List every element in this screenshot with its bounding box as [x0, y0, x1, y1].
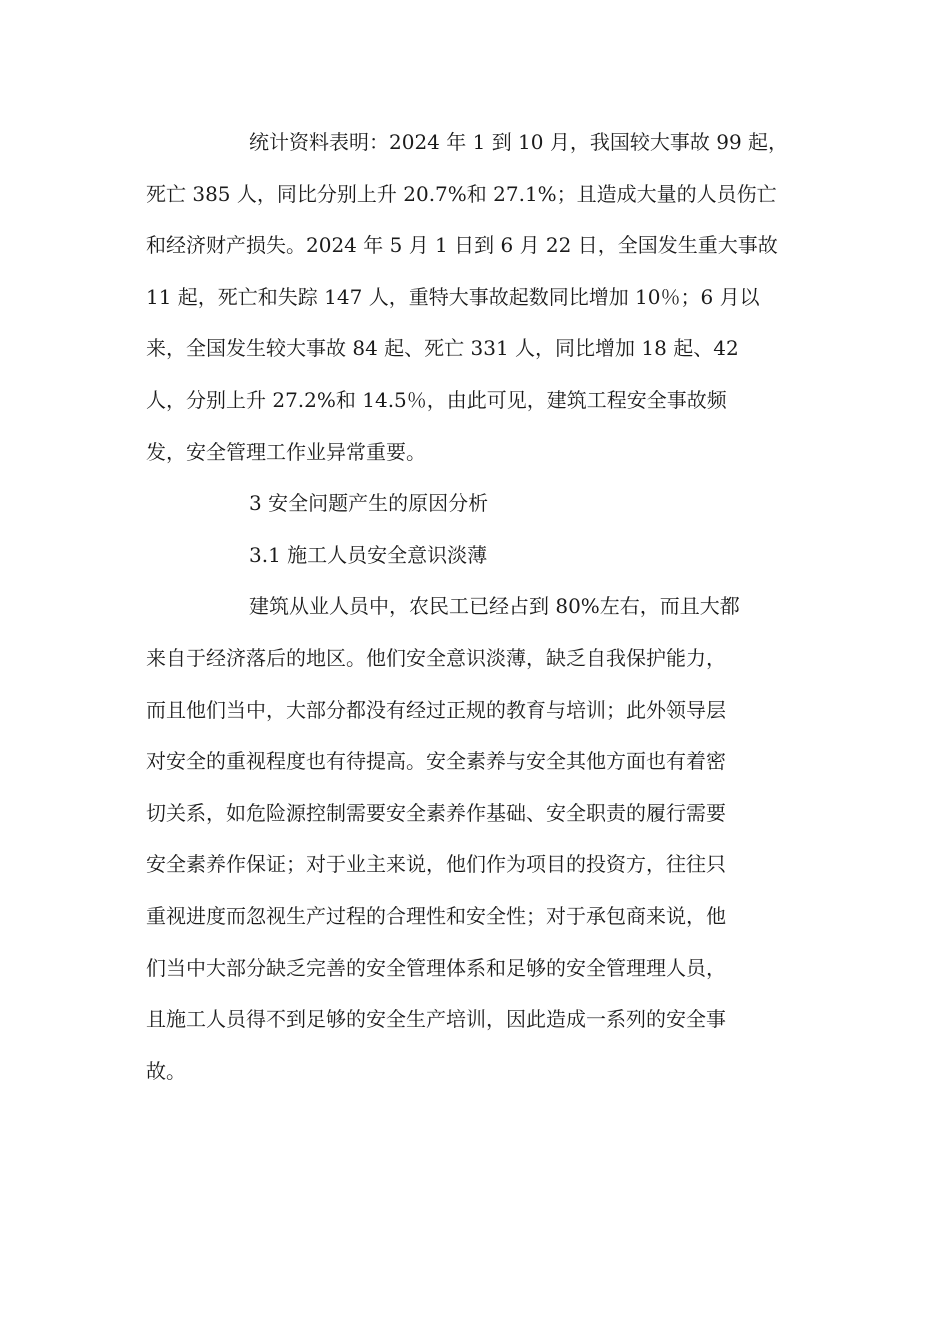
section-heading-3-1: 3.1 施工人员安全意识淡薄	[249, 542, 488, 567]
document-body	[146, 117, 806, 1097]
text-line: 和经济财产损失。2024 年 5 月 1 日到 6 月 22 日，全国发生重大事故	[146, 233, 778, 258]
text-line: 安全素养作保证；对于业主来说，他们作为项目的投资方，往往只	[146, 852, 726, 877]
paragraph-accident-statistics	[146, 117, 806, 478]
paragraph-worker-safety-awareness	[146, 581, 806, 1097]
text-line: 发，安全管理工作业异常重要。	[146, 439, 426, 464]
text-line: 死亡 385 人，同比分别上升 20.7%和 27.1%；且造成大量的人员伤亡	[146, 181, 777, 206]
text-line: 人，分别上升 27.2%和 14.5％，由此可见，建筑工程安全事故频	[146, 387, 727, 412]
text-line: 切关系，如危险源控制需要安全素养作基础、安全职责的履行需要	[146, 800, 726, 825]
section-heading-3: 3 安全问题产生的原因分析	[249, 491, 489, 516]
text-line: 11 起，死亡和失踪 147 人，重特大事故起数同比增加 10％；6 月以	[146, 284, 760, 309]
text-line: 而且他们当中，大部分都没有经过正规的教育与培训；此外领导层	[146, 697, 726, 722]
text-line: 重视进度而忽视生产过程的合理性和安全性；对于承包商来说，他	[146, 903, 726, 928]
text-line: 建筑从业人员中，农民工已经占到 80%左右，而且大都	[249, 594, 740, 619]
text-line: 故。	[146, 1058, 186, 1083]
text-line: 且施工人员得不到足够的安全生产培训，因此造成一系列的安全事	[146, 1007, 726, 1032]
text-line: 统计资料表明：2024 年 1 到 10 月，我国较大事故 99 起，	[249, 130, 789, 154]
text-line: 来自于经济落后的地区。他们安全意识淡薄，缺乏自我保护能力，	[146, 645, 726, 670]
text-line: 们当中大部分缺乏完善的安全管理体系和足够的安全管理理人员，	[146, 955, 726, 980]
text-line: 对安全的重视程度也有待提高。安全素养与安全其他方面也有着密	[146, 749, 726, 774]
text-line: 来，全国发生较大事故 84 起、死亡 331 人，同比增加 18 起、42	[146, 336, 739, 361]
